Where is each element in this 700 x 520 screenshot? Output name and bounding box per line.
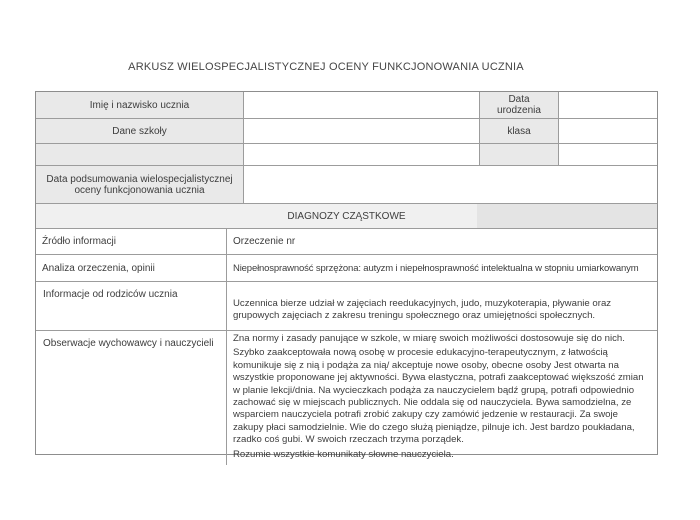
empty-label-cell (36, 144, 244, 165)
table-row-observations (36, 331, 657, 465)
decision-number-label: Orzeczenie nr (233, 236, 296, 247)
table-row-name (36, 92, 657, 119)
observation-paragraph-2: Szybko zaakceptowała nową osobę w procesie edukacyjno-terapeutycznym, z łatwością komunikuje się z nią i podąża za nią/ akceptuje nowe osoby, obecne osoby Jest otwarta na wszystkie proponowane jej aktywności. Bywa elastyczna, potrafi zaakceptować większość zmian w planie lekcji/dnia. Na wycieczkach podąża za nauczycielem bądź grupą, potrafi odpowiednio zachować się w miejscach publicznych. Nie oddala się od nauczyciela. Bywa samodzielna, ze wsparciem nauczyciela potrafi zrobić zakupy czy zamówić jedzenie w restauracji. Za swoje zakupy płaci samodzielnie. Wie do czego służą pieniądze, pilnuje ich. Jest bardzo poukładana, rzadko coś gubi. W swoich rzeczach trzyma porządek. (233, 347, 644, 446)
school-data-value (244, 119, 480, 143)
assessment-table (35, 91, 658, 460)
student-name-value (244, 92, 480, 118)
empty-value-cell (244, 144, 480, 165)
section-header-row (36, 204, 657, 229)
summary-date-label: Data podsumowania wielospecjalistycznej oceny funkcjonowania ucznia (36, 166, 244, 203)
table-row-empty (36, 144, 657, 166)
table-row-source (36, 229, 657, 255)
summary-date-value (244, 166, 657, 203)
parents-info-value (227, 282, 657, 330)
class-value (559, 119, 657, 143)
table-row-parents (36, 282, 657, 331)
analysis-label: Analiza orzeczenia, opinii (36, 255, 227, 281)
section-header-title: DIAGNOZY CZĄSTKOWE (287, 210, 406, 222)
parents-info-label: Informacje od rodziców ucznia (36, 282, 227, 330)
class-label: klasa (480, 119, 559, 143)
observation-paragraph-3: Rozumie wszystkie komunikaty słowne nauczyciela. (233, 448, 454, 460)
empty-label2-cell (480, 144, 559, 165)
table-row-school (36, 119, 657, 144)
document-title: ARKUSZ WIELOSPECJALISTYCZNEJ OCENY FUNKCJONOWANIA UCZNIA (128, 61, 524, 73)
observations-value (227, 331, 657, 465)
birth-date-label: Data urodzenia (480, 92, 559, 118)
school-data-label: Dane szkoły (36, 119, 244, 143)
table-row-analysis (36, 255, 657, 282)
info-source-label: Źródło informacji (36, 229, 227, 254)
birth-date-value (559, 92, 657, 118)
observations-paragraphs (233, 333, 651, 463)
parents-info-text: Uczennica bierze udział w zajęciach reedukacyjnych, judo, muzykoterapia, pływanie oraz grupowych zajęciach z zakresu treningu społecznego oraz umiejętności społecznych. (233, 298, 612, 322)
table-row-summary-date (36, 166, 657, 204)
observations-label: Obserwacje wychowawcy i nauczycieli (36, 331, 227, 465)
student-name-label: Imię i nazwisko ucznia (36, 92, 244, 118)
analysis-value: Niepełnosprawność sprzężona: autyzm i niepełnosprawność intelektualna w stopniu umiarkowanym (233, 262, 639, 274)
empty-value2-cell (559, 144, 657, 165)
observation-paragraph-1: Zna normy i zasady panujące w szkole, w miarę swoich możliwości dostosowuje się do nich. (233, 333, 625, 344)
